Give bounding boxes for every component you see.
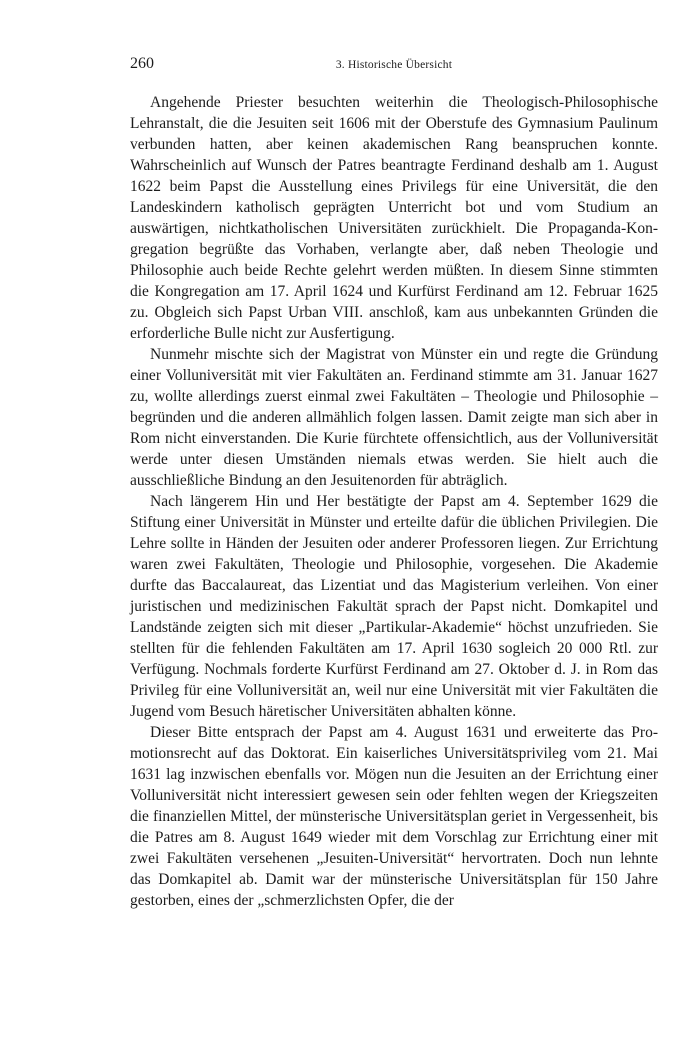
paragraph: Angehende Priester besuchten weiterhin die Theologisch-Philosophische Lehranstalt, die die Jesuiten seit 1606 mit der Oberstufe des Gymnasium Paulinum verbunden hatten, aber keinen akademischen Rang beanspruchen konnte. Wahrscheinlich auf Wunsch der Patres beantragte Ferdinand deshalb am 1. August 1622 beim Papst die Ausstellung eines Privilegs für eine Universität, die den Landeskindern katholisch geprägten Unterricht bot und vom Studium an auswärtigen, nichtkatholischen Universitäten zurückhielt. Die Propaganda-Kongregation begrüßte das Vorhaben, verlangte aber, daß neben Theologie und Philosophie auch beide Rechte gelehrt werden müßten. In diesem Sinne stimmten die Kongregation am 17. April 1624 und Kurfürst Ferdinand am 12. Februar 1625 zu. Obgleich sich Papst Urban VIII. anschloß, kam aus unbekannten Gründen die erforderliche Bulle nicht zur Ausfertigung. <box>130 94 658 342</box>
paragraph: Dieser Bitte entsprach der Papst am 4. August 1631 und erweiterte das Promotionsrecht auf das Doktorat. Ein kaiserliches Universitätsprivileg vom 21. Mai 1631 lag inzwischen ebenfalls vor. Mögen nun die Jesuiten an der Errichtung einer Volluniversität nicht interessiert gewesen sein oder fehlten wegen der Kriegszeiten die finanziellen Mittel, der münsterische Universitätsplan geriet in Vergessenheit, bis die Patres am 8. August 1649 wieder mit dem Vorschlag zur Errichtung einer mit zwei Fakultäten versehenen „Jesuiten-Universität“ hervortraten. Doch nun lehnte das Domkapitel ab. Damit war der münsterische Universitätsplan für 150 Jahre gestorben, eines der „schmerzlichsten Opfer, die der <box>130 724 658 909</box>
paragraph: Nunmehr mischte sich der Magistrat von Münster ein und regte die Gründung einer Volluniversität mit vier Fakultäten an. Ferdinand stimmte am 31. Januar 1627 zu, wollte allerdings zuerst einmal zwei Fakultäten – Theologie und Philosophie – begründen und die anderen allmählich folgen lassen. Damit zeigte man sich aber in Rom nicht einverstanden. Die Kurie fürchtete offensichtlich, aus der Volluniversität werde unter diesen Umständen niemals etwas werden. Sie hielt auch die ausschließliche Bindung an den Jesuitenorden für abträglich. <box>130 346 658 489</box>
running-head: 3. Historische Übersicht <box>335 59 453 71</box>
body-text <box>130 92 658 911</box>
page-header <box>130 54 658 76</box>
paragraph: Nach längerem Hin und Her bestätigte der Papst am 4. September 1629 die Stiftung einer Universität in Münster und erteilte dafür die üblichen Privilegien. Die Lehre sollte in Händen der Jesuiten oder anderer Professoren liegen. Zur Errichtung waren zwei Fakultäten, Theologie und Philosophie, vorgesehen. Die Akademie durfte das Baccalaureat, das Lizentiat und das Magisterium verleihen. Von einer juristischen und medizinischen Fakultät sprach der Papst nicht. Domkapitel und Landstände zeigten sich mit dieser „Partikular-Akademie“ höchst unzufrieden. Sie stellten für die fehlenden Fakultäten am 17. April 1630 sogleich 20 000 Rtl. zur Verfügung. Nochmals forderte Kurfürst Ferdinand am 27. Oktober d. J. in Rom das Privileg für eine Volluniversität an, weil nur eine Universität mit vier Fakultäten die Jugend vom Besuch häretischer Universitäten abhalten könne. <box>130 493 658 720</box>
page-number: 260 <box>130 55 154 72</box>
